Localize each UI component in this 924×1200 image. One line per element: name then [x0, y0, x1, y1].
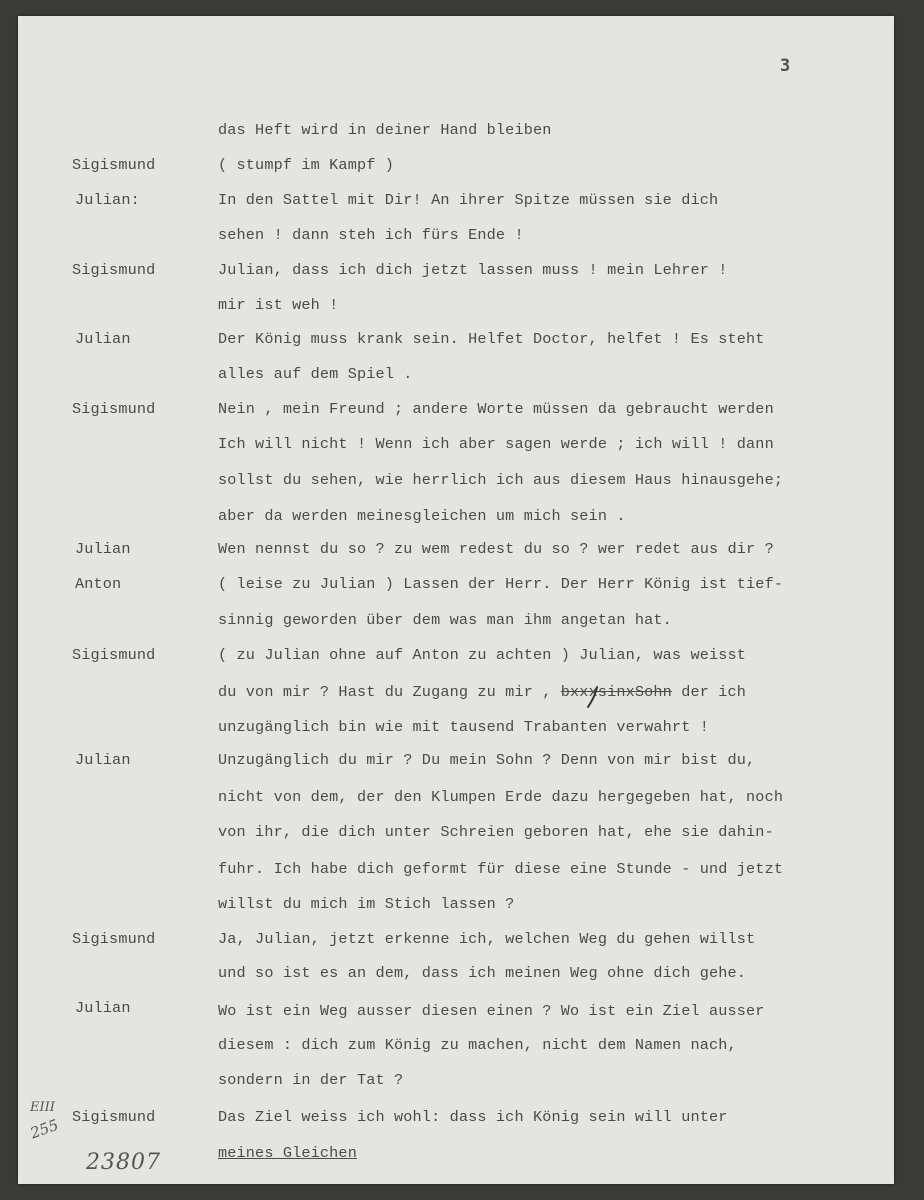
line-text-part: der ich — [681, 683, 747, 701]
line-text: sollst du sehen, wie herrlich ich aus diesem Haus hinausgehe; — [218, 471, 784, 489]
speaker-label: Julian — [75, 540, 131, 558]
line-text: Das Ziel weiss ich wohl: dass ich König sein will unter — [218, 1108, 728, 1126]
speaker-label: Sigismund — [72, 261, 156, 279]
speaker-label: Sigismund — [72, 400, 156, 418]
line-text: Wen nennst du so ? zu wem redest du so ? wer redet aus dir ? — [218, 540, 774, 558]
archive-id: 23807 — [86, 1150, 161, 1175]
speaker-label: Julian — [75, 999, 131, 1017]
speaker-label: Julian — [75, 330, 131, 348]
line-text: und so ist es an dem, dass ich meinen Weg ohne dich gehe. — [218, 964, 747, 982]
line-text: Der König muss krank sein. Helfet Doctor, helfet ! Es steht — [218, 330, 765, 348]
line-text: das Heft wird in deiner Hand bleiben — [218, 121, 552, 139]
line-text: nicht von dem, der den Klumpen Erde dazu hergegeben hat, noch — [218, 788, 784, 806]
line-text: meines Gleichen — [218, 1144, 357, 1162]
line-text: Unzugänglich du mir ? Du mein Sohn ? Denn von mir bist du, — [218, 751, 756, 769]
line-text: von ihr, die dich unter Schreien geboren hat, ehe sie dahin- — [218, 823, 774, 841]
line-text: Nein , mein Freund ; andere Worte müssen da gebraucht werden — [218, 400, 774, 418]
line-text: alles auf dem Spiel . — [218, 365, 413, 383]
line-text: fuhr. Ich habe dich geformt für diese eine Stunde - und jetzt — [218, 860, 784, 878]
line-text: Ja, Julian, jetzt erkenne ich, welchen Weg du gehen willst — [218, 930, 756, 948]
struck-out-text: bxxxsinxSohn — [560, 683, 672, 701]
line-text: diesem : dich zum König zu machen, nicht dem Namen nach, — [218, 1036, 737, 1054]
line-text: sinnig geworden über dem was man ihm angetan hat. — [218, 611, 672, 629]
speaker-label: Sigismund — [72, 156, 156, 174]
line-text: Julian, dass ich dich jetzt lassen muss ! mein Lehrer ! — [218, 261, 728, 279]
speaker-label: Julian: — [75, 191, 140, 209]
line-text: mir ist weh ! — [218, 296, 339, 314]
page-number: 3 — [780, 56, 791, 76]
line-text: aber da werden meinesgleichen um mich sein . — [218, 507, 626, 525]
line-text-part: du von mir ? Hast du Zugang zu mir , — [218, 683, 552, 701]
line-text: ( stumpf im Kampf ) — [218, 156, 395, 174]
speaker-label: Sigismund — [72, 1108, 156, 1126]
speaker-label: Julian — [75, 751, 131, 769]
line-text: willst du mich im Stich lassen ? — [218, 895, 515, 913]
speaker-label: Sigismund — [72, 646, 156, 664]
archive-signature: EIII — [30, 1100, 55, 1115]
line-text: ( zu Julian ohne auf Anton zu achten ) Julian, was weisst — [218, 646, 747, 664]
pen-correction-mark — [586, 685, 600, 709]
line-text: In den Sattel mit Dir! An ihrer Spitze müssen sie dich — [218, 191, 719, 209]
line-text: sehen ! dann steh ich fürs Ende ! — [218, 226, 524, 244]
line-text: ( leise zu Julian ) Lassen der Herr. Der Herr König ist tief- — [218, 575, 784, 593]
line-text — [218, 683, 746, 701]
line-text: sondern in der Tat ? — [218, 1071, 404, 1089]
line-text: Wo ist ein Weg ausser diesen einen ? Wo ist ein Ziel ausser — [218, 1002, 765, 1020]
speaker-label: Sigismund — [72, 930, 156, 948]
line-text: Ich will nicht ! Wenn ich aber sagen werde ; ich will ! dann — [218, 435, 774, 453]
line-text: unzugänglich bin wie mit tausend Trabanten verwahrt ! — [218, 718, 709, 736]
archive-number: 255 — [27, 1115, 61, 1143]
speaker-label: Anton — [75, 575, 122, 593]
